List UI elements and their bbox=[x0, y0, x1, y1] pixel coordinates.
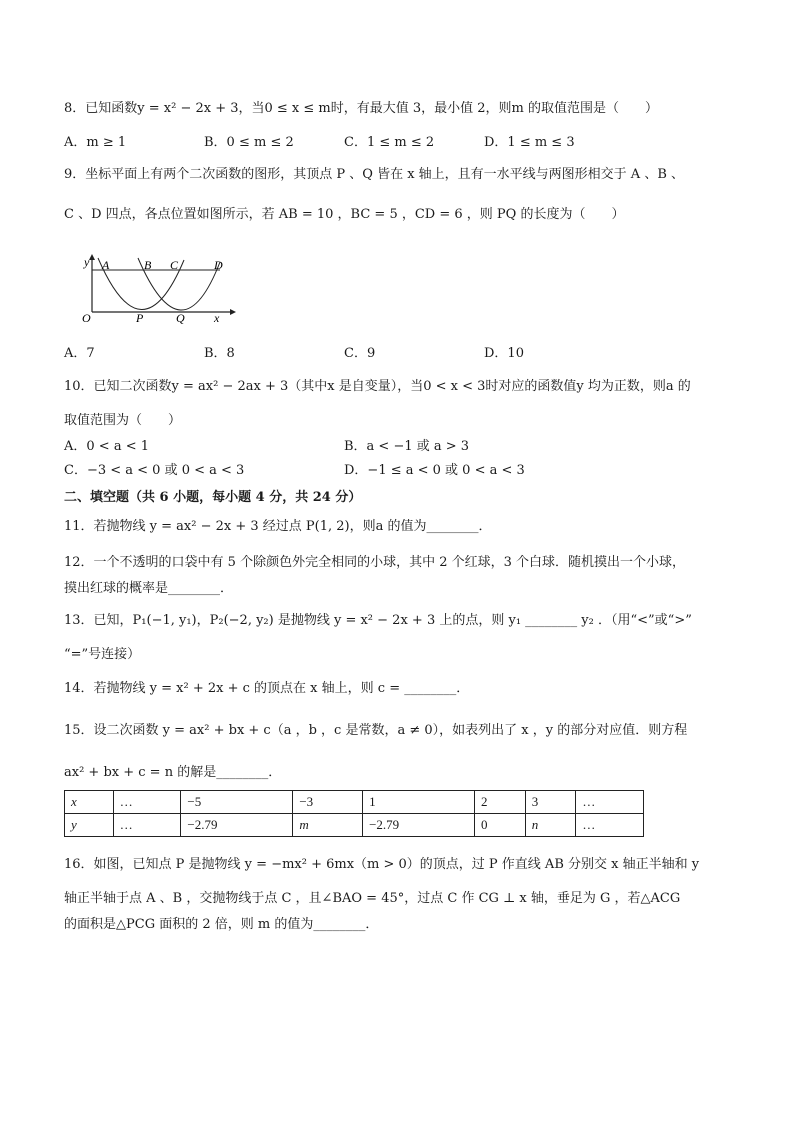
table-cell: … bbox=[576, 814, 644, 837]
q10-option-d: D．−1 ≤ a < 0 或 0 < a < 3 bbox=[344, 463, 525, 478]
table-cell: … bbox=[113, 814, 181, 837]
label-a: A bbox=[102, 258, 110, 272]
label-x: x bbox=[214, 311, 220, 324]
table-cell: 2 bbox=[475, 791, 526, 814]
label-b: B bbox=[144, 258, 152, 272]
q8-option-d: D．1 ≤ m ≤ 3 bbox=[484, 135, 575, 150]
label-y: y bbox=[84, 255, 90, 269]
label-o: O bbox=[82, 311, 91, 324]
q8-stem: 8．已知函数y = x² − 2x + 3，当0 ≤ x ≤ m时，有最大值 3，最小值 2，则m 的取值范围是（ ） bbox=[64, 101, 659, 116]
table-cell: n bbox=[525, 814, 576, 837]
q10-option-a: A．0 < a < 1 bbox=[64, 439, 149, 454]
section-fill-in-title: 二、填空题（共 6 小题，每小题 4 分，共 24 分） bbox=[64, 490, 362, 505]
q15-value-table bbox=[64, 790, 644, 837]
label-q: Q bbox=[176, 311, 185, 324]
table-cell: … bbox=[113, 791, 181, 814]
q15-line1: 15．设二次函数 y = ax² + bx + c（a ，b ，c 是常数，a ≠ 0），如表列出了 x ，y 的部分对应值．则方程 bbox=[64, 723, 688, 738]
label-c: C bbox=[170, 258, 179, 272]
table-row-x bbox=[65, 791, 644, 814]
table-cell: m bbox=[293, 814, 363, 837]
table-cell: y bbox=[65, 814, 114, 837]
q9-parabola-figure bbox=[80, 252, 240, 324]
table-cell: 3 bbox=[525, 791, 576, 814]
table-cell: x bbox=[65, 791, 114, 814]
table-cell: −3 bbox=[293, 791, 363, 814]
q8-option-c: C．1 ≤ m ≤ 2 bbox=[344, 135, 435, 150]
x-axis-arrow bbox=[230, 309, 236, 315]
table-cell: −5 bbox=[181, 791, 293, 814]
q10-stem-line1: 10．已知二次函数y = ax² − 2ax + 3（其中x 是自变量），当0 < x < 3时对应的函数值y 均为正数，则a 的 bbox=[64, 379, 691, 394]
q8-option-a: A．m ≥ 1 bbox=[64, 135, 127, 150]
q9-stem-line2: C 、D 四点，各点位置如图所示，若 AB = 10 ，BC = 5 ，CD = 6 ，则 PQ 的长度为（ ） bbox=[64, 207, 625, 222]
q9-option-d: D．10 bbox=[484, 346, 524, 361]
y-axis-arrow bbox=[89, 254, 95, 260]
q10-stem-line2: 取值范围为（ ） bbox=[64, 413, 182, 428]
q10-option-c: C．−3 < a < 0 或 0 < a < 3 bbox=[64, 463, 245, 478]
label-d: D bbox=[214, 258, 223, 272]
table-cell: … bbox=[576, 791, 644, 814]
q12-line2: 摸出红球的概率是________． bbox=[64, 581, 234, 596]
q12-line1: 12．一个不透明的口袋中有 5 个除颜色外完全相同的小球，其中 2 个红球，3 个白球．随机摸出一个小球， bbox=[64, 555, 686, 570]
q13-line2: “=”号连接） bbox=[64, 647, 141, 662]
q9-option-a: A．7 bbox=[64, 346, 95, 361]
q16-line1: 16．如图，已知点 P 是抛物线 y = −mx² + 6mx（m > 0）的顶点，过 P 作直线 AB 分别交 x 轴正半轴和 y bbox=[64, 857, 700, 872]
table-cell: 1 bbox=[363, 791, 475, 814]
q15-line2: ax² + bx + c = n 的解是________． bbox=[64, 765, 282, 780]
table-cell: 0 bbox=[475, 814, 526, 837]
label-p: P bbox=[136, 311, 144, 324]
q14-stem: 14．若抛物线 y = x² + 2x + c 的顶点在 x 轴上，则 c = ________． bbox=[64, 681, 470, 696]
q9-stem-line1: 9．坐标平面上有两个二次函数的图形，其顶点 P 、Q 皆在 x 轴上，且有一水平线与两图形相交于 A 、B 、 bbox=[64, 167, 685, 182]
table-row-y bbox=[65, 814, 644, 837]
q8-option-b: B．0 ≤ m ≤ 2 bbox=[204, 135, 294, 150]
q16-line2: 轴正半轴于点 A 、B ，交抛物线于点 C ，且∠BAO = 45°，过点 C 作 CG ⊥ x 轴，垂足为 G ，若△ACG bbox=[64, 891, 681, 906]
q10-option-b: B．a < −1 或 a > 3 bbox=[344, 439, 470, 454]
q13-line1: 13．已知，P₁(−1, y₁)，P₂(−2, y₂) 是抛物线 y = x² − 2x + 3 上的点，则 y₁ ________ y₂ ．（用“<”或“>” bbox=[64, 613, 692, 628]
q9-option-c: C．9 bbox=[344, 346, 376, 361]
table-cell: −2.79 bbox=[363, 814, 475, 837]
q16-line3: 的面积是△PCG 面积的 2 倍，则 m 的值为________． bbox=[64, 917, 379, 932]
table-cell: −2.79 bbox=[181, 814, 293, 837]
q9-option-b: B．8 bbox=[204, 346, 235, 361]
q11-stem: 11．若抛物线 y = ax² − 2x + 3 经过点 P(1, 2)，则a 的值为________． bbox=[64, 519, 492, 534]
